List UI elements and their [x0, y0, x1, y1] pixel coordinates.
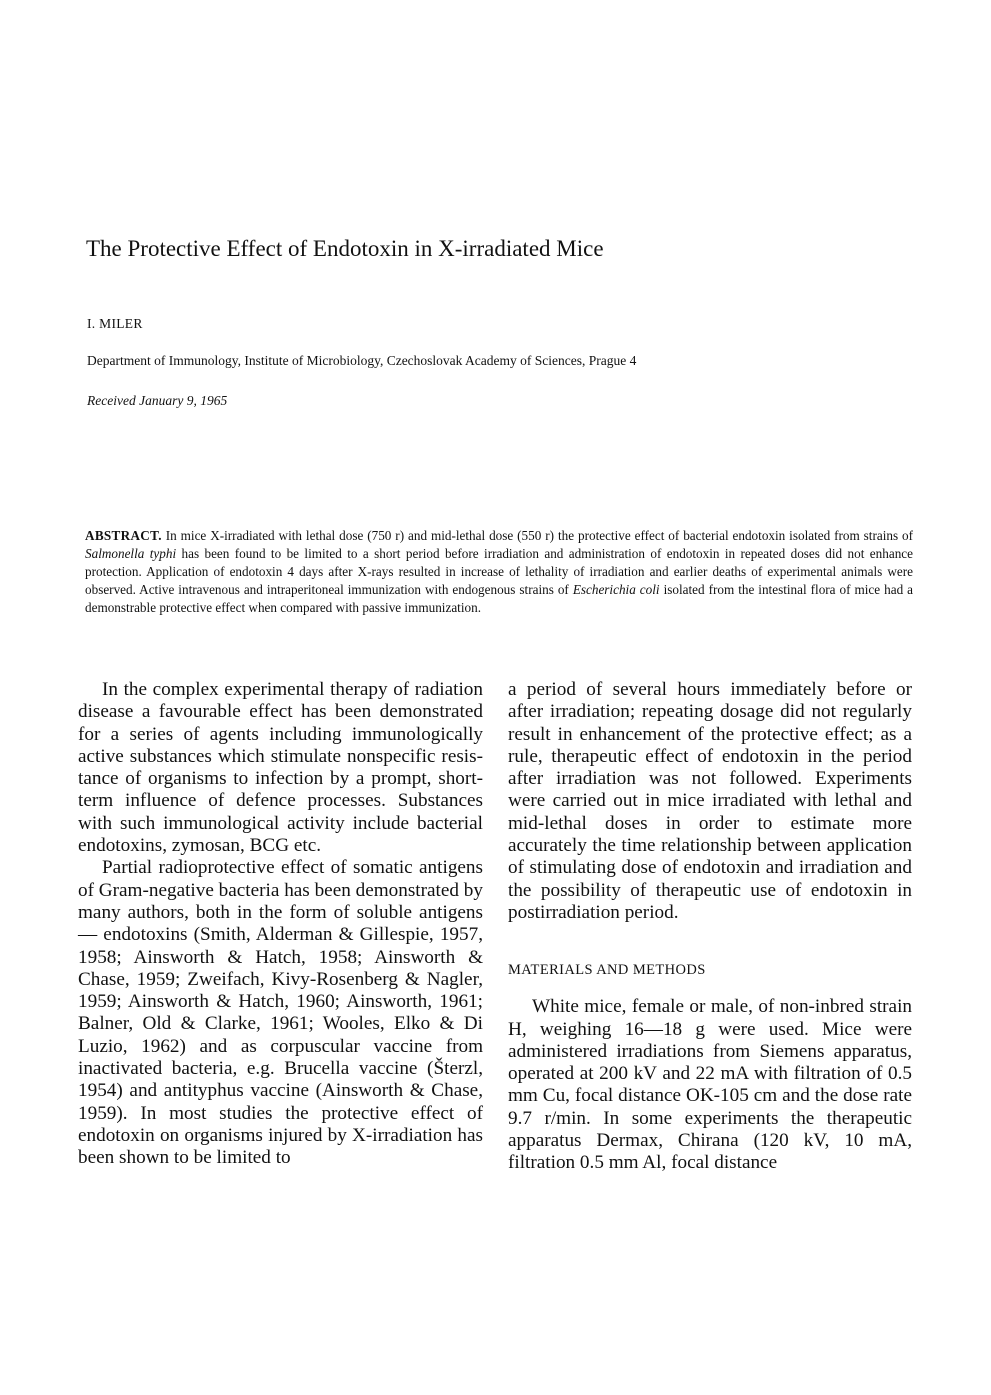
abstract — [85, 527, 913, 617]
body-column-right — [508, 679, 912, 1175]
paper-title: The Protective Effect of Endotoxin in X-irradiated Mice — [86, 236, 604, 261]
abstract-text-part-1: In mice X-irradiated with lethal dose (750 r) and mid-lethal dose (550 r) the protective effect of bacterial endotoxin isolated from strains of — [161, 528, 913, 543]
body-column-left — [78, 679, 483, 1170]
abstract-label: ABSTRACT. — [85, 528, 162, 543]
author-name: I. MILER — [87, 316, 143, 331]
body-paragraph-1: In the complex experimental therapy of radiation disease a favourable effect has been demonstrated for a series of agents including immunologically active substances which stimulate nonspecific resistance of organisms to infection by a prompt, short-term influence of defence processes. Substances with such immunological activity include bacterial endotoxins, zymosan, BCG etc. — [78, 679, 483, 857]
abstract-species-1: Salmonella typhi — [85, 546, 177, 561]
received-date: Received January 9, 1965 — [87, 393, 228, 408]
section-heading-materials-methods: MATERIALS AND METHODS — [508, 962, 706, 979]
body-paragraph-3: a period of several hours immediately before or after irradiation; repeating dosage did not regularly result in enhancement of the protective effect; as a rule, therapeutic effect of endotoxin in the period after irradiation was not followed. Experiments were carried out in mice irradiated with lethal and mid-lethal doses in order to estimate more accurately the time relationship between application of stimulating dose of endotoxin and irradiation and the possibility of therapeutic use of endotoxin in postirradiation period. — [508, 679, 912, 923]
body-paragraph-4: White mice, female or male, of non-inbred strain H, weighing 16—18 g were used. Mice were administered irradiations from Siemens apparatus, operated at 200 kV and 22 mA with filtration of 0.5 mm Cu, focal distance OK-105 cm and the dose rate 9.7 r/min. In some experiments the therapeutic apparatus Dermax, Chirana (120 kV, 10 mA, filtration 0.5 mm Al, focal distance — [508, 996, 912, 1174]
abstract-species-2: Escherichia coli — [572, 582, 660, 597]
author-affiliation: Department of Immunology, Institute of Microbiology, Czechoslovak Academy of Sciences, Prague 4 — [87, 353, 637, 368]
body-paragraph-2: Partial radioprotective effect of somatic antigens of Gram-negative bacteria has been demonstrated by many authors, both in the form of soluble antigens — endotoxins (Smith, Alderman & Gillespie, 1957, 1958; Ainsworth & Hatch, 1958; Ainsworth & Chase, 1959; Zweifach, Kivy-Rosenberg & Nagler, 1959; Ainsworth & Hatch, 1960; Ainsworth, 1961; Balner, Old & Clarke, 1961; Wooles, Elko & Di Luzio, 1962) and as corpuscular vaccine from inactivated bacteria, e.g. Brucella vaccine (Šterzl, 1954) and antityphus vaccine (Ainsworth & Chase, 1959). In most studies the protective effect of endotoxin on organisms injured by X-irradiation has been shown to be limited to — [78, 857, 483, 1169]
abstract-text-part-3: isolated from the intestinal flora of mice had a demonstrable protective effect when compared with passive immunization. — [85, 582, 914, 615]
abstract-text-part-2: has been found to be limited to a short period before irradiation and administration of endotoxin in repeated doses did not enhance protection. Application of endotoxin 4 days after X-rays resulted in increase of lethality of irradiation and earlier deaths of experimental animals were observed. Active intravenous and intraperitoneal immunization with endogenous strains of — [85, 546, 913, 597]
